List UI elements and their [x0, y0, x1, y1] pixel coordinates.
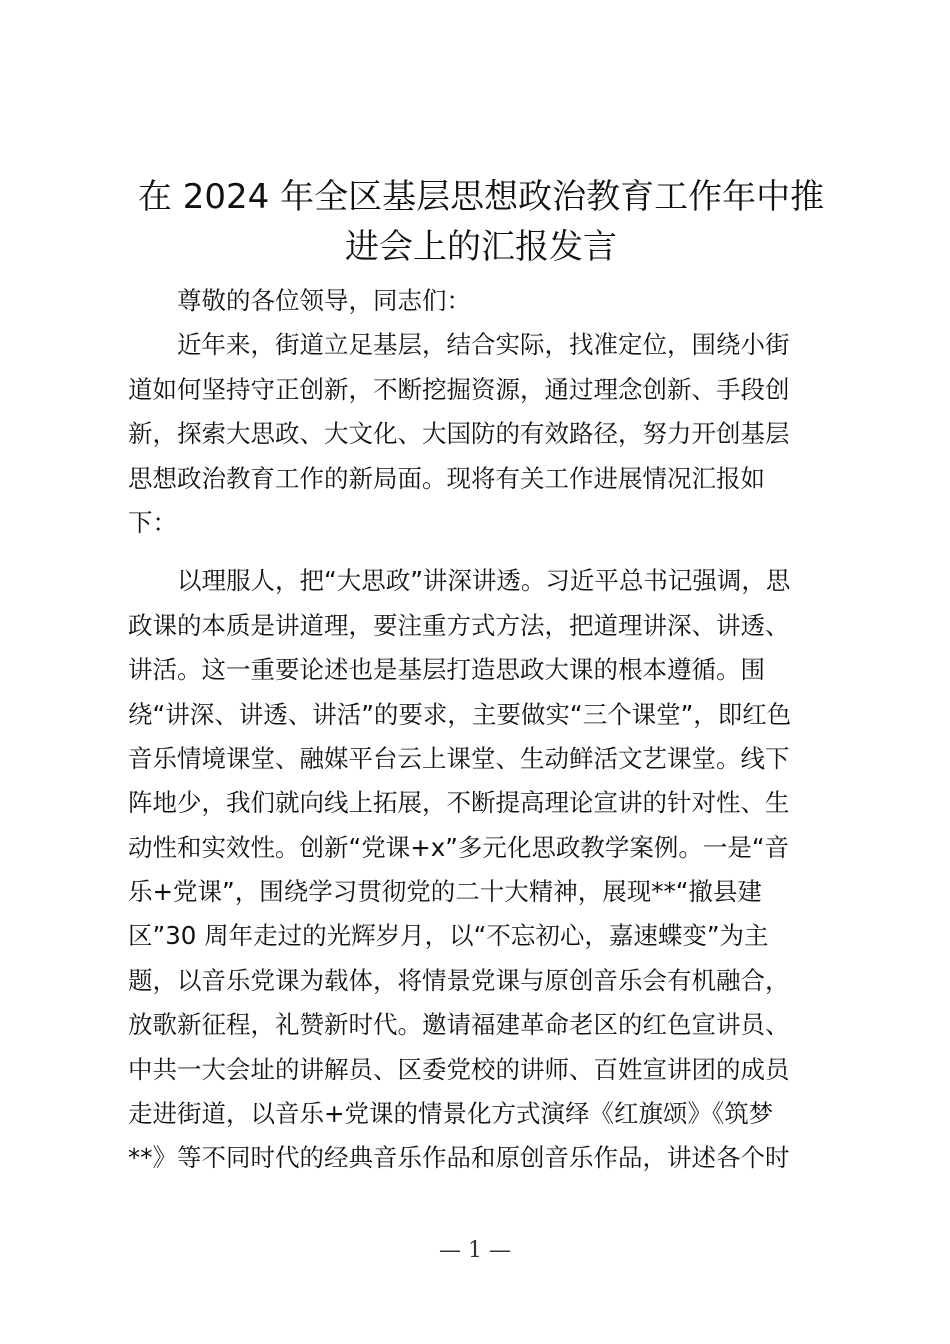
paragraph-line: 乐+党课”，围绕学习贯彻党的二十大精神，展现**“撤县建	[128, 877, 762, 907]
paragraph-line: 阵地少，我们就向线上拓展，不断提高理论宣讲的针对性、生	[128, 788, 790, 818]
paragraph-line: 题，以音乐党课为载体，将情景党课与原创音乐会有机融合，	[128, 965, 790, 995]
paragraph-line: 动性和实效性。创新“党课+x”多元化思政教学案例。一是“音	[128, 832, 790, 862]
paragraph-1	[128, 323, 828, 545]
paragraph-line: 思想政治教育工作的新局面。现将有关工作进展情况汇报如	[128, 463, 765, 493]
paragraph-line: 讲活。这一重要论述也是基层打造思政大课的根本遵循。围	[128, 655, 765, 685]
paragraph-line: 政课的本质是讲道理，要注重方式方法，把道理讲深、讲透、	[128, 610, 790, 640]
paragraph-line: 下：	[128, 507, 177, 537]
paragraph-line: 中共一大会址的讲解员、区委党校的讲师、百姓宣讲团的成员	[128, 1054, 790, 1084]
title-line-2: 进会上的汇报发言	[345, 227, 617, 267]
document-body	[128, 279, 828, 1181]
paragraph-line: 新，探索大思政、大文化、大国防的有效路径，努力开创基层	[128, 419, 790, 449]
page-number: — 1 —	[439, 1238, 511, 1263]
paragraph-line: 以理服人，把“大思政”讲深讲透。习近平总书记强调，思	[177, 566, 791, 596]
paragraph-line: 近年来，街道立足基层，结合实际，找准定位，围绕小街	[177, 330, 790, 360]
paragraph-line: 绕“讲深、讲透、讲活”的要求，主要做实“三个课堂”，即红色	[128, 699, 792, 729]
paragraph-line: 区”30 周年走过的光辉岁月，以“不忘初心，嘉速蝶变”为主	[128, 921, 769, 951]
paragraph-line: 道如何坚持守正创新，不断挖掘资源，通过理念创新、手段创	[128, 374, 790, 404]
paragraph-line: **》等不同时代的经典音乐作品和原创音乐作品，讲述各个时	[128, 1143, 790, 1173]
paragraph-2	[128, 559, 828, 1180]
paragraph-line: 放歌新征程，礼赞新时代。邀请福建革命老区的红色宣讲员、	[128, 1010, 790, 1040]
paragraph-line: 走进街道，以音乐+党课的情景化方式演绎《红旗颂》《筑梦	[128, 1099, 774, 1129]
paragraph-line: 音乐情境课堂、融媒平台云上课堂、生动鲜活文艺课堂。线下	[128, 743, 790, 773]
salutation: 尊敬的各位领导，同志们：	[177, 286, 471, 315]
document-title	[126, 172, 836, 272]
title-line-1: 在 2024 年全区基层思想政治教育工作年中推	[137, 177, 825, 217]
